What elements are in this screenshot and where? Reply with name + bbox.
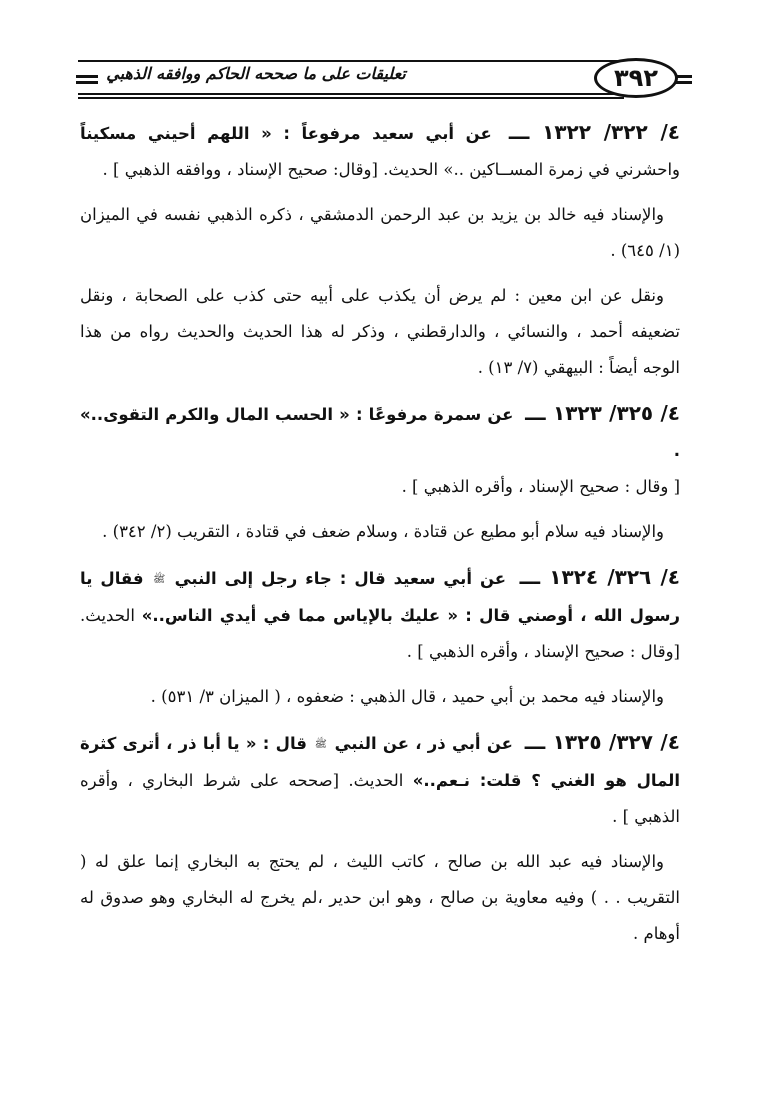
page-number: ٣٩٢ bbox=[614, 64, 658, 92]
entry-comment: الحديث. [وقال : صحيح الإسناد ، وأقره الذهبي ] . bbox=[80, 606, 680, 661]
header-rule-top bbox=[78, 60, 624, 62]
header-rule-bottom bbox=[78, 93, 624, 95]
entry-comment: واحشرني في زمرة المســاكين ..» الحديث. [وقال: صحيح الإسناد ، ووافقه الذهبي ] . bbox=[102, 160, 680, 179]
page-header bbox=[0, 0, 764, 110]
entry-reference: ٤/ ٣٢٢/ ١٣٢٢ ـــ bbox=[508, 120, 680, 144]
commentary-paragraph: والإسناد فيه محمد بن أبي حميد ، قال الذهبي : ضعفوه ، ( الميزان ٣/ ٥٣١) . bbox=[150, 687, 664, 706]
commentary-paragraph: والإسناد فيه عبد الله بن صالح ، كاتب الليث ، لم يحتج به البخاري إنما علق له ( التقريب . . ) وفيه معاوية بن صالح ، وهو ابن حدير ،لم يخرج له البخاري وهو صدوق له أوهام . bbox=[80, 852, 680, 943]
commentary-paragraph: والإسناد فيه سلام أبو مطيع عن قتادة ، وسلام ضعف في قتادة ، التقريب (٢/ ٣٤٢) . bbox=[102, 522, 664, 541]
commentary-paragraph: والإسناد فيه خالد بن يزيد بن عبد الرحمن الدمشقي ، ذكره الذهبي نفسه في الميزان (١/ ٦٤٥) . bbox=[80, 205, 680, 260]
entry-1323 bbox=[80, 395, 680, 505]
entry-1324 bbox=[80, 559, 680, 670]
entry-reference: ٤/ ٣٢٦/ ١٣٢٤ ـــ bbox=[519, 565, 680, 589]
salutation-mark: ﷺ bbox=[153, 574, 166, 585]
entry-1322 bbox=[80, 114, 680, 188]
entry-hadith-text-continued: فقال يا رسول الله ، أوصني قال : « عليك بالإياس مما في أيدي الناس..» bbox=[80, 569, 681, 625]
entry-hadith-text: عن أبي ذر ، عن النبي bbox=[334, 734, 513, 753]
commentary-paragraph: ونقل عن ابن معين : لم يرض أن يكذب على أبيه حتى كذب على الصحابة ، ونقل تضعيفه أحمد ، والنسائي ، والدارقطني ، وذكر له هذا الحديث والحديث رواه من هذا الوجه أيضاً : البيهقي (٧/ ١٣) . bbox=[80, 286, 680, 377]
entry-hadith-text: عن أبي سعيد مرفوعاً : « اللهم أحيني مسكيناً bbox=[80, 124, 492, 143]
entry-reference: ٤/ ٣٢٧/ ١٣٢٥ ـــ bbox=[524, 730, 680, 754]
entry-hadith-text-continued: قال : « يا أبا ذر ، أترى كثرة المال هو الغني ؟ قلت: نـعم..» bbox=[80, 734, 681, 790]
entry-comment: [ وقال : صحيح الإسناد ، وأقره الذهبي ] . bbox=[401, 477, 680, 496]
entry-hadith-text: عن سمرة مرفوعًا : « الحسب المال والكرم التقوى..» . bbox=[80, 405, 680, 460]
salutation-mark: ﷺ bbox=[314, 739, 327, 750]
entry-1325 bbox=[80, 724, 680, 835]
page-body bbox=[80, 114, 680, 961]
header-ornament-left bbox=[76, 75, 98, 84]
page-number-oval bbox=[594, 58, 678, 98]
entry-comment: الحديث. [صححه على شرط البخاري ، وأقره الذهبي ] . bbox=[80, 771, 680, 826]
running-title: تعليقات على ما صححه الحاكم ووافقه الذهبي bbox=[100, 64, 412, 83]
entry-reference: ٤/ ٣٢٥/ ١٣٢٣ ـــ bbox=[525, 401, 680, 425]
entry-hadith-text: عن أبي سعيد قال : جاء رجل إلى النبي bbox=[174, 569, 507, 588]
header-rule-bottom-double bbox=[78, 97, 624, 99]
header-ornament-right bbox=[676, 75, 692, 84]
